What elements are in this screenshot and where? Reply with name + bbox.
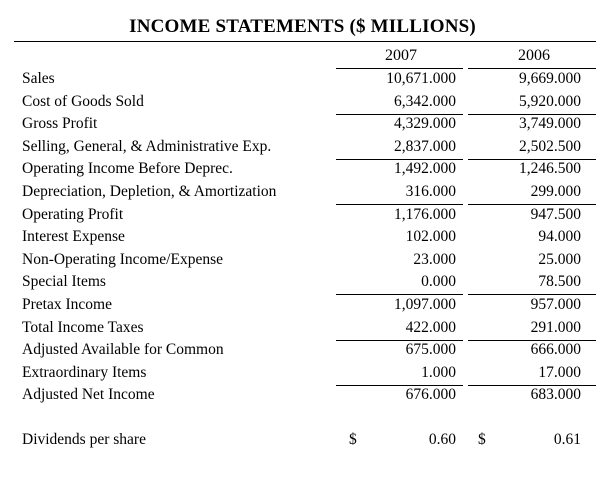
row-label: Adjusted Available for Common [22, 341, 224, 358]
row-value-2007: 23.000 [413, 251, 456, 268]
table-row [0, 386, 605, 408]
row-value-2007: 1,492.000 [394, 160, 456, 177]
currency-symbol-2007: $ [349, 431, 357, 448]
row-label: Interest Expense [22, 228, 125, 245]
row-value-2006: 94.000 [538, 228, 581, 245]
row-value-2007: 1,097.000 [394, 296, 456, 313]
table-row [0, 160, 605, 182]
statement-title: INCOME STATEMENTS ($ MILLIONS) [129, 16, 476, 37]
row-value-2007: 10,671.000 [386, 70, 456, 87]
row-value-2006: 5,920.000 [519, 93, 581, 110]
row-value-2006: 291.000 [530, 319, 581, 336]
table-row [0, 183, 605, 205]
row-label: Non-Operating Income/Expense [22, 251, 224, 268]
row-value-2006: 957.000 [530, 296, 581, 313]
row-value-2006: 683.000 [530, 386, 581, 403]
row-label: Sales [22, 70, 55, 87]
table-row [0, 319, 605, 341]
row-value-2007: 1.000 [421, 364, 456, 381]
table-row [0, 115, 605, 137]
dividends-row [0, 431, 605, 453]
row-label: Adjusted Net Income [22, 386, 155, 403]
row-value-2007: 6,342.000 [394, 93, 456, 110]
table-row [0, 341, 605, 363]
column-rule-2006 [468, 68, 596, 69]
row-label: Total Income Taxes [22, 319, 144, 336]
row-value-2007: 102.000 [405, 228, 456, 245]
table-row [0, 364, 605, 386]
row-value-2007: 676.000 [405, 386, 456, 403]
row-label: Special Items [22, 273, 106, 290]
row-value-2006: 666.000 [530, 341, 581, 358]
row-value-2007: 0.000 [421, 273, 456, 290]
dividends-value-2007: 0.60 [428, 431, 456, 448]
row-label: Gross Profit [22, 115, 98, 132]
row-label: Operating Profit [22, 206, 124, 223]
column-header-2006: 2006 [518, 47, 550, 64]
row-value-2007: 1,176.000 [394, 206, 456, 223]
row-label: Extraordinary Items [22, 364, 147, 381]
row-value-2006: 78.500 [538, 273, 581, 290]
row-value-2006: 17.000 [538, 364, 581, 381]
row-value-2006: 1,246.500 [519, 160, 581, 177]
row-label: Depreciation, Depletion, & Amortization [22, 183, 277, 200]
dividends-value-2006: 0.61 [553, 431, 581, 448]
table-row [0, 296, 605, 318]
row-value-2007: 422.000 [405, 319, 456, 336]
table-row [0, 251, 605, 273]
row-label: Pretax Income [22, 296, 112, 313]
subtotal-rule-2006 [468, 294, 596, 295]
row-label: Cost of Goods Sold [22, 93, 144, 110]
title-rule [14, 41, 596, 42]
row-value-2007: 2,837.000 [394, 138, 456, 155]
table-row [0, 138, 605, 160]
column-rule-2007 [336, 68, 463, 69]
subtotal-rule-2007 [336, 204, 463, 205]
table-row [0, 228, 605, 250]
row-value-2006: 299.000 [530, 183, 581, 200]
table-row [0, 70, 605, 92]
row-value-2007: 675.000 [405, 341, 456, 358]
row-value-2006: 2,502.500 [519, 138, 581, 155]
row-label: Selling, General, & Administrative Exp. [22, 138, 272, 155]
dividends-label: Dividends per share [22, 431, 146, 448]
row-value-2007: 316.000 [405, 183, 456, 200]
subtotal-rule-2006 [468, 204, 596, 205]
table-row [0, 93, 605, 115]
row-value-2006: 25.000 [538, 251, 581, 268]
row-label: Operating Income Before Deprec. [22, 160, 233, 177]
row-value-2006: 9,669.000 [519, 70, 581, 87]
row-value-2006: 3,749.000 [519, 115, 581, 132]
subtotal-rule-2007 [336, 294, 463, 295]
row-value-2007: 4,329.000 [394, 115, 456, 132]
column-header-2007: 2007 [385, 47, 417, 64]
table-row [0, 206, 605, 228]
row-value-2006: 947.500 [530, 206, 581, 223]
table-row [0, 273, 605, 295]
currency-symbol-2006: $ [478, 431, 486, 448]
